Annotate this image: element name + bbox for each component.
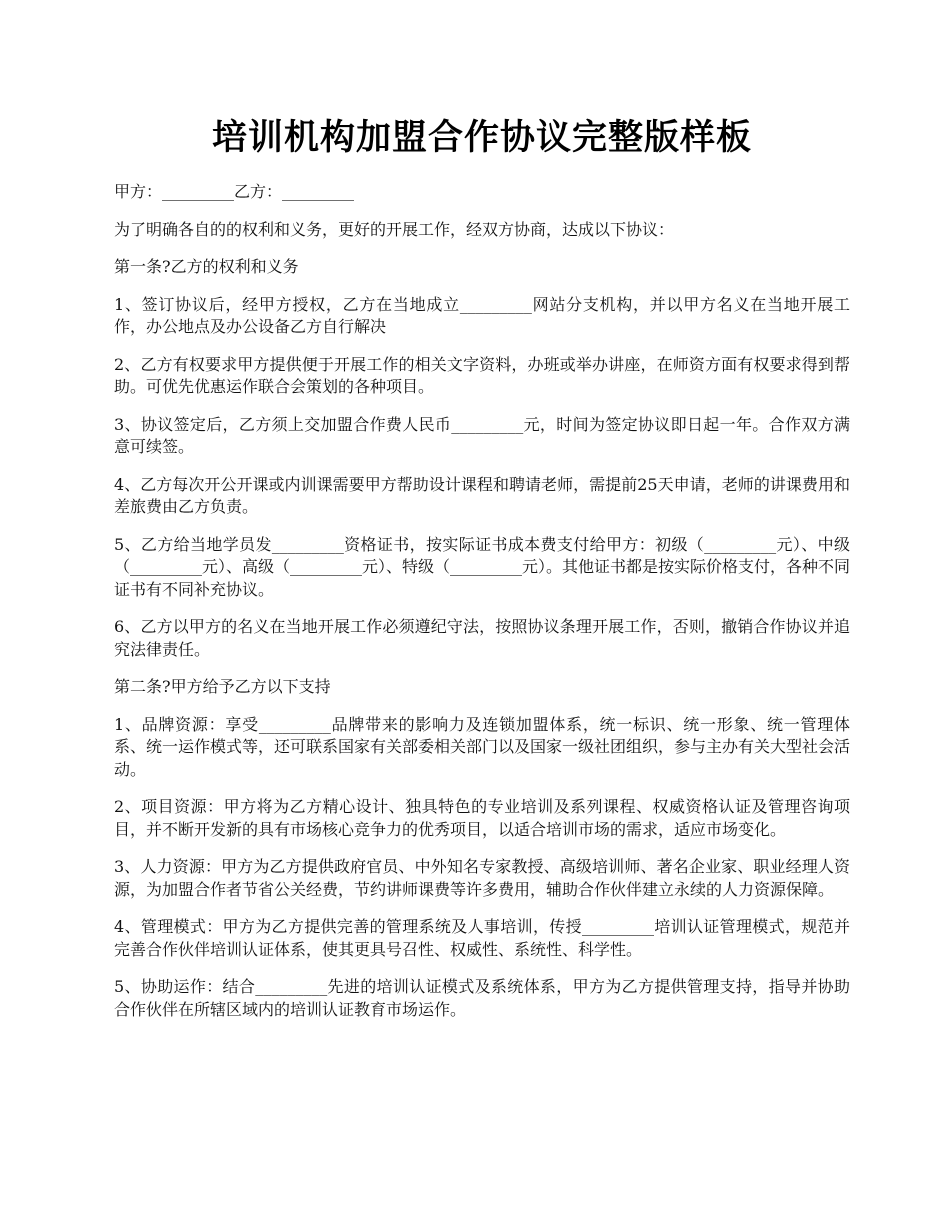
article-1-clause-1: 1、签订协议后，经甲方授权，乙方在当地成立_________网站分支机构，并以甲方名义在当地开展工作，办公地点及办公设备乙方自行解决 [114,294,850,336]
document-title: 培训机构加盟合作协议完整版样板 [211,118,752,158]
article-1-clause-3: 3、协议签定后，乙方须上交加盟合作费人民币_________元，时间为签定协议即日起一年。合作双方满意可续签。 [114,414,850,456]
article-1-clause-2: 2、乙方有权要求甲方提供便于开展工作的相关文字资料，办班或举办讲座，在师资方面有权要求得到帮助。可优先优惠运作联合会策划的各种项目。 [114,354,850,396]
article-2-heading: 第二条?甲方给予乙方以下支持 [114,677,331,696]
article-2-clause-4: 4、管理模式：甲方为乙方提供完善的管理系统及人事培训，传授_________培训认证管理模式，规范并完善合作伙伴培训认证体系，使其更具号召性、权威性、系统性、科学性。 [114,917,850,959]
document-body [114,181,850,1021]
article-2-clause-3: 3、人力资源：甲方为乙方提供政府官员、中外知名专家教授、高级培训师、著名企业家、职业经理人资源，为加盟合作者节省公关经费，节约讲师课费等许多费用，辅助合作伙伴建立永续的人力资源保障。 [114,857,850,899]
article-2-clause-5: 5、协助运作：结合_________先进的培训认证模式及系统体系，甲方为乙方提供管理支持，指导并协助合作伙伴在所辖区域内的培训认证教育市场运作。 [114,977,850,1019]
article-1-clause-4: 4、乙方每次开公开课或内训课需要甲方帮助设计课程和聘请老师，需提前25天申请，老师的讲课费用和差旅费由乙方负责。 [114,474,850,516]
preamble: 为了明确各自的的权利和义务，更好的开展工作，经双方协商，达成以下协议： [114,219,675,239]
article-1-clause-5: 5、乙方给当地学员发_________资格证书，按实际证书成本费支付给甲方：初级（_________元）、中级（_________元）、高级（_________元）、特级（_________元）。其他证书都是按实际价格支付，各种不同证书有不同补充协议。 [114,534,851,599]
article-2-clause-1: 1、品牌资源：享受_________品牌带来的影响力及连锁加盟体系，统一标识、统一形象、统一管理体系、统一运作模式等，还可联系国家有关部委相关部门以及国家一级社团组织，参与主办有关大型社会活动。 [114,714,851,779]
article-1-heading: 第一条?乙方的权利和义务 [114,257,299,276]
party-line: 甲方：_________乙方：_________ [114,182,355,201]
article-2-clause-2: 2、项目资源：甲方将为乙方精心设计、独具特色的专业培训及系列课程、权威资格认证及管理咨询项目，并不断开发新的具有市场核心竞争力的优秀项目，以适合培训市场的需求，适应市场变化。 [114,797,850,839]
article-1-clause-6: 6、乙方以甲方的名义在当地开展工作必须遵纪守法，按照协议条理开展工作，否则，撤销合作协议并追究法律责任。 [114,617,850,659]
